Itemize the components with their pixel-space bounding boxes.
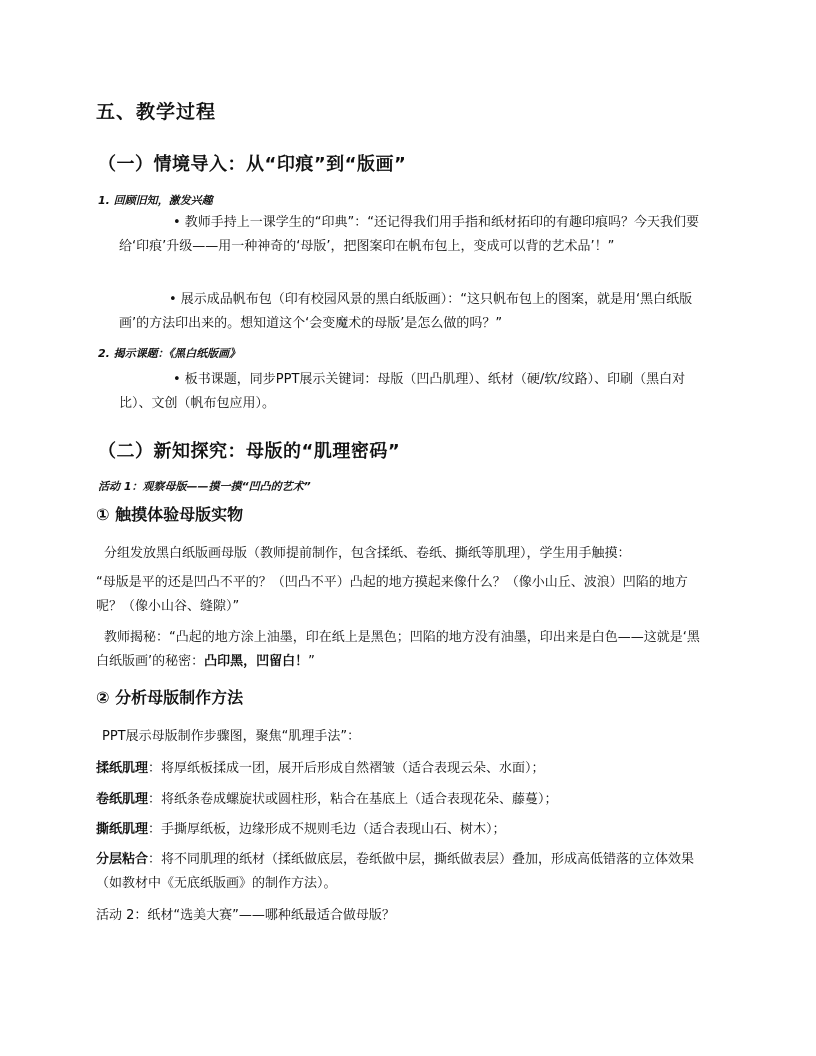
step1-paragraph2: “母版是平的还是凹凸不平的？（凹凸不平）凸起的地方摸起来像什么？（像小山丘、波浪）凹陷的地方呢？（像小山谷、缝隙）”: [96, 575, 688, 614]
activity2-title: 活动 2：纸材“选美大赛”——哪种纸最适合做母版？: [96, 908, 395, 923]
step1-p3-end: ”: [308, 654, 315, 669]
method-desc: ：将厚纸板揉成一团，展开后形成自然褶皱（适合表现云朵、水面）；: [148, 761, 545, 776]
step2-title: ② 分析母版制作方法: [96, 688, 244, 707]
method-item: [96, 757, 706, 781]
step2-intro: PPT展示母版制作步骤图，聚焦“肌理手法”：: [102, 729, 361, 744]
method-desc: ：手撕厚纸板，边缘形成不规则毛边（适合表现山石、树木）；: [148, 822, 506, 837]
activity1-title: 活动 1：观察母版——摸一摸“凹凸的艺术”: [98, 480, 311, 493]
step1-paragraph1: 分组发放黑白纸版画母版（教师提前制作，包含揉纸、卷纸、撕纸等肌理），学生用手触摸：: [104, 546, 631, 561]
part1-sub1: 1. 回顾旧知，激发兴趣: [98, 194, 213, 207]
step1-paragraph3: [96, 626, 706, 674]
method-term: 撕纸肌理: [96, 822, 149, 837]
method-term: 卷纸肌理: [96, 792, 149, 807]
method-item: [96, 848, 706, 896]
method-term: 揉纸肌理: [96, 761, 149, 776]
part1-heading: （一）情境导入：从“印痕”到“版画”: [98, 154, 407, 175]
step1-title: ① 触摸体验母版实物: [96, 505, 244, 524]
method-item: [96, 818, 706, 842]
part1-sub2: 2. 揭示课题：《黑白纸版画》: [98, 347, 241, 360]
method-item: [96, 788, 706, 812]
part2-heading: （二）新知探究：母版的“肌理密码”: [98, 441, 401, 462]
step1-p3-text: 教师揭秘：“凸起的地方涂上油墨，印在纸上是黑色；凹陷的地方没有油墨，印出来是白色——这就是‘黑白纸版画’的秘密：: [96, 630, 700, 669]
part1-bullet3: • 板书课题，同步PPT展示关键词：母版（凹凸肌理）、纸材（硬/软/纹路）、印刷（黑白对比）、文创（帆布包应用）。: [119, 372, 686, 411]
method-desc: ：将不同肌理的纸材（揉纸做底层，卷纸做中层，撕纸做表层）叠加，形成高低错落的立体效果（如教材中《无底纸版画》的制作方法）。: [96, 852, 695, 891]
method-desc: ：将纸条卷成螺旋状或圆柱形，粘合在基底上（适合表现花朵、藤蔓）；: [148, 792, 558, 807]
part1-bullet2: • 展示成品帆布包（印有校园风景的黑白纸版画）：“这只帆布包上的图案，就是用‘黑白纸版画’的方法印出来的。想知道这个‘会变魔术的母版’是怎么做的吗？”: [119, 292, 693, 331]
section-title: 五、教学过程: [96, 101, 217, 123]
part1-bullet1: • 教师手持上一课学生的“印典”：“还记得我们用手指和纸材拓印的有趣印痕吗？今天我们要给‘印痕’升级——用一种神奇的‘母版’，把图案印在帆布包上，变成可以背的艺术品’！”: [119, 215, 700, 254]
step1-p3-emphasis: 凸印黑，凹留白！: [204, 654, 309, 669]
method-term: 分层粘合: [96, 852, 149, 867]
